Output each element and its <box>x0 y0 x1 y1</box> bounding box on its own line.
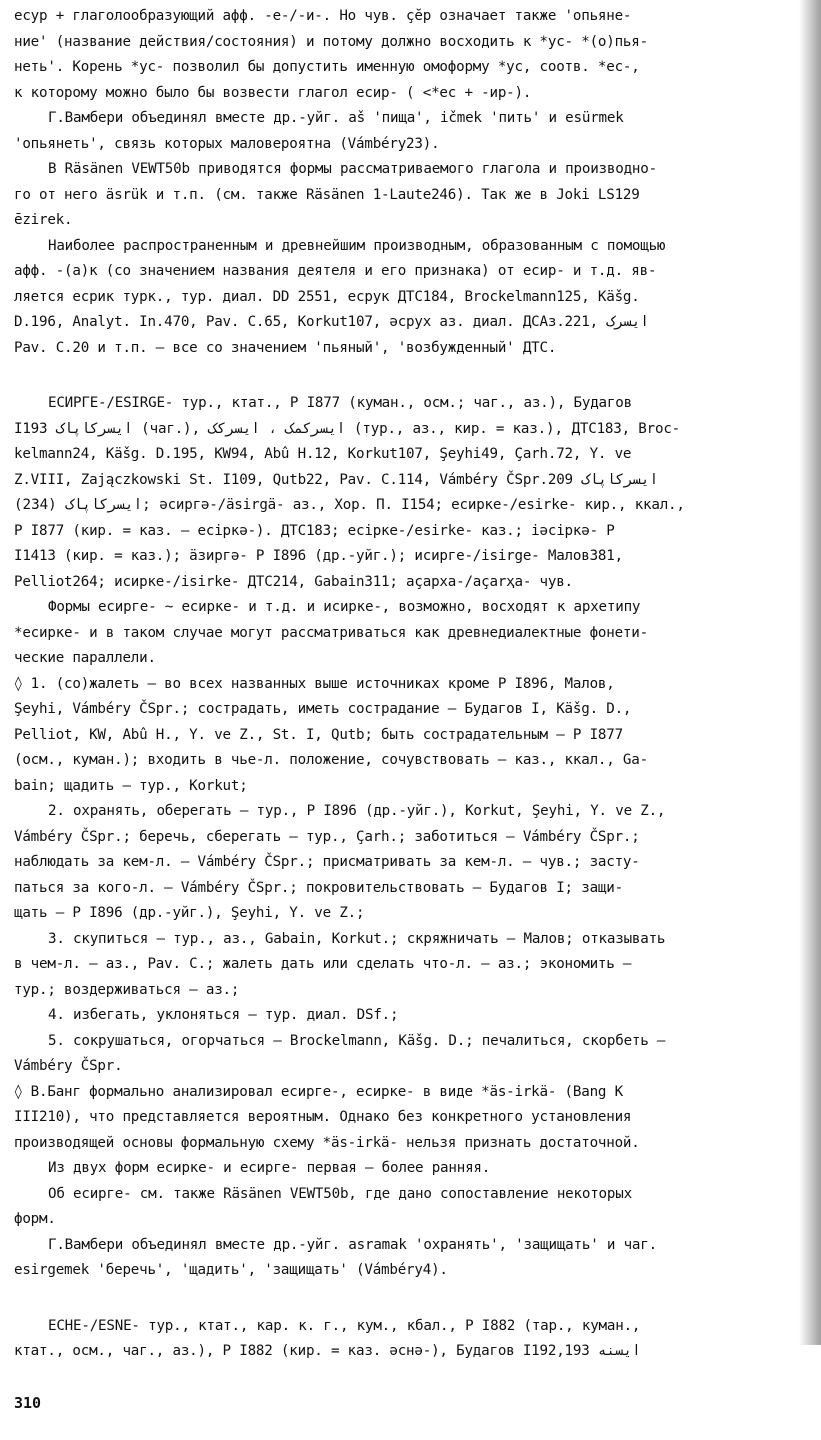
text-line: Г.Вамбери объединял вместе др.-уйг. aš 'пища', ičmek 'пить' и esürmek <box>48 110 624 126</box>
text-line: го от него äsrük и т.п. (см. также Räsänen 1-Laute246). Так же в Joki LS129 <box>14 186 640 203</box>
text-line: в чем-л. – аз., Pav. C.; жалеть дать или сделать что-л. – аз.; экономить – <box>14 956 632 972</box>
text-line: esirgemek 'беречь', 'щадить', 'защищать' (Vámbéry4). <box>14 1262 448 1278</box>
text-line: форм. <box>14 1211 56 1227</box>
text-line: афф. -(а)к (со значением названия деятеля и его признака) от есир- и т.д. яв- <box>14 263 657 279</box>
text-line: производящей основы формальную схему *äs-irkä- нельзя признать достаточной. <box>14 1134 640 1151</box>
text-line: I193 ایسرکاپاک (чаг.), ایسرکمک ، ایسرکک (тур., аз., кир. = каз.), ДТС183, Broc- <box>14 420 681 437</box>
entry-heading-esirge: ЕСИРГЕ-/ESIRGE- тур., ктат., P I877 (куман., осм.; чаг., аз.), Будагов <box>48 395 632 411</box>
text-line: P I877 (кир. = каз. – есіркә-). ДТС183; есірке-/esirke- каз.; іәсіркә- P <box>14 522 615 539</box>
text-line: наблюдать за кем-л. – Vámbéry ČSpr.; присматривать за кем-л. – чув.; засту- <box>14 854 640 870</box>
text-line: ляется есрик турк., тур. диал. DD 2551, есрук ДТС184, Brockelmann125, Käšg. <box>14 288 640 305</box>
text-line: неть'. Корень *ус- позволил бы допустить именную омоформу *ус, соотв. *ес-, <box>14 59 640 75</box>
text-line: kelmann24, Käšg. D.195, KW94, Abû H.12, Korkut107, Şeyhi49, Çarh.72, Y. ve <box>14 446 632 462</box>
text-line: тур.; воздерживаться – аз.; <box>14 981 240 998</box>
text-line: Формы есирге- ~ есирке- и т.д. и исирке-, возможно, восходят к архетипу <box>48 599 641 615</box>
meaning-line: 3. скупиться – тур., аз., Gabain, Korkut.; скряжничать – Малов; отказывать <box>48 930 666 947</box>
entry-heading-esne: ЕСНЕ-/ESNE- тур., ктат., кар. к. г., кум., кбал., P I882 (тар., куман., <box>48 1317 641 1334</box>
text-line: 'опьянеть', связь которых маловероятна (Vámbéry23). <box>14 135 440 152</box>
text-line: к которому можно было бы возвести глагол есир- ( <*ес + -ир-). <box>14 84 532 101</box>
text-line: щать – P I896 (др.-уйг.), Şeyhi, Y. ve Z.; <box>14 905 365 921</box>
text-line: Şeyhi, Vámbéry ČSpr.; сострадать, иметь сострадание – Будагов I, Käšg. D., <box>14 701 632 717</box>
text-line: ēzirek. <box>14 212 73 228</box>
text-line: Vámbéry ČSpr.; беречь, сберегать – тур., Çarh.; заботиться – Vámbéry ČSpr.; <box>14 828 640 845</box>
meaning-line: 4. избегать, уклоняться – тур. диал. DSf.; <box>48 1007 399 1023</box>
text-line: Pav. C.20 и т.п. – все со значением 'пьяный', 'возбужденный' ДТС. <box>14 339 557 356</box>
text-line: Pelliot264; исирке-/isirke- ДТС214, Gabain311; аҫарха-/aҫarҳa- чув. <box>14 573 573 590</box>
meaning-line: ◊ 1. (со)жалеть – во всех названных выше источниках кроме P I896, Малов, <box>14 675 615 692</box>
text-line: bain; щадить – тур., Korkut; <box>14 777 248 794</box>
text-line: *есирке- и в таком случае могут рассматриваться как древнедиалектные фонети- <box>14 624 648 641</box>
text-line: Z.VIII, Zajączkowski St. I109, Qutb22, Pav. C.114, Vámbéry ČSpr.209 ایسرکاپاک <box>14 471 659 488</box>
text-line: Из двух форм есирке- и есирге- первая – более ранняя. <box>48 1160 491 1176</box>
section-gap <box>14 1284 811 1314</box>
text-line: ческие параллели. <box>14 650 156 666</box>
text-line: Наиболее распространенным и древнейшим производным, образованным с помощью <box>48 237 666 254</box>
text-line: есур + глаголообразующий афф. -е-/-и-. Но чув. ҫӗр означает также 'опьяне- <box>14 8 632 24</box>
text-line: D.196, Analyt. In.470, Pav. C.65, Korkut107, әсрух аз. диал. ДСАз.221, ایسرک <box>14 314 649 330</box>
text-line: I1413 (кир. = каз.); äзиргә- P I896 (др.-уйг.); исирге-/isirge- Малов381, <box>14 548 623 564</box>
section-gap <box>14 361 811 391</box>
text-line: ние' (название действия/состояния) и потому должно восходить к *ус- *(о)пья- <box>14 33 648 50</box>
text-line: В Räsänen VEWT50b приводятся формы рассматриваемого глагола и производно- <box>48 161 657 177</box>
text-line: Vámbéry ČSpr. <box>14 1058 123 1074</box>
scan-edge-shadow <box>799 0 821 1345</box>
meaning-line: 5. сокрушаться, огорчаться – Brockelmann, Käšg. D.; печалиться, скорбеть – <box>48 1032 666 1049</box>
text-line: ایسرکاپاک (234); әсиргә-/äsirgä- аз., Хор. П. I154; есирке-/esirke- кир., ккал., <box>14 497 685 513</box>
text-line: III210), что представляется вероятным. Однако без конкретного установления <box>14 1109 632 1125</box>
text-line: ◊ В.Банг формально анализировал есирге-, есирке- в виде *äs-irkä- (Bang K <box>14 1083 623 1100</box>
page-number: 310 <box>14 1394 42 1412</box>
meaning-line: 2. охранять, оберегать – тур., P I896 (др.-уйг.), Korkut, Şeyhi, Y. ve Z., <box>48 803 666 819</box>
text-line: ктат., осм., чаг., аз.), P I882 (кир. = каз. әснә-), Будагов I192,193 ایسنه <box>14 1343 641 1359</box>
text-line: Г.Вамбери объединял вместе др.-уйг. asramak 'охранять', 'защищать' и чаг. <box>48 1236 657 1253</box>
text-line: Об есирге- см. также Räsänen VEWT50b, где дано сопоставление некоторых <box>48 1185 632 1202</box>
text-line: Pelliot, KW, Abû H., Y. ve Z., St. I, Qutb; быть сострадательным – P I877 <box>14 726 623 743</box>
text-line: (осм., куман.); входить в чье-л. положение, сочувствовать – каз., ккал., Ga- <box>14 752 648 768</box>
text-line: паться за кого-л. – Vámbéry ČSpr.; покровительствовать – Будагов I; защи- <box>14 879 623 896</box>
